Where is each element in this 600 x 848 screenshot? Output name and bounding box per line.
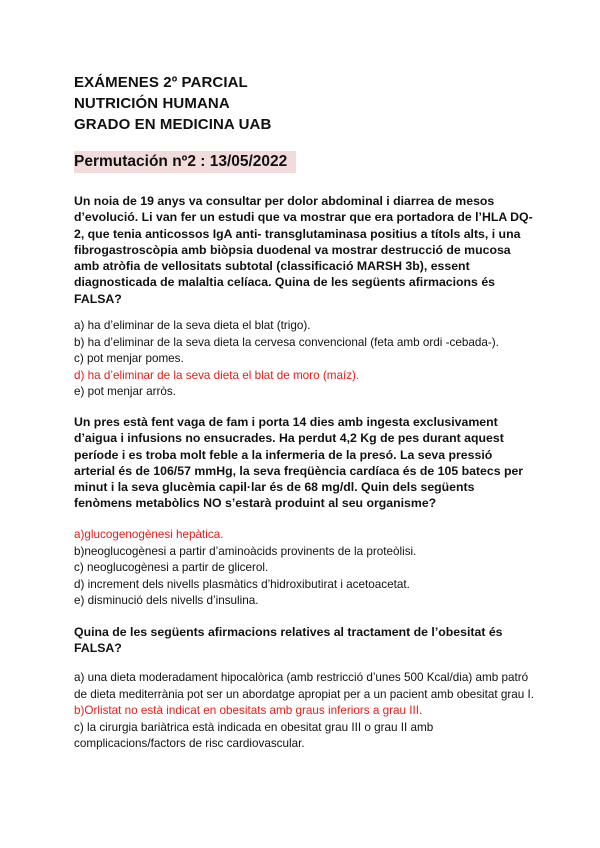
question-3-option-b: b)Orlistat no està indicat en obesitats amb graus inferiors a grau III.: [74, 704, 423, 717]
header-degree: GRADO EN MEDICINA UAB: [74, 116, 272, 133]
question-3-option-a: a) una dieta moderadament hipocalòrica (amb restricció d’unes 500 Kcal/dia) amb patró de dieta mediterrània pot ser un abordatge apropiat per a un pacient amb obesitat grau I.: [74, 671, 535, 701]
question-2-options: [74, 527, 534, 610]
question-2-option-c: c) neoglucogènesi a partir de glicerol.: [74, 561, 269, 574]
question-3-option-c: c) la cirurgia bariàtrica està indicada en obesitat grau III o grau II amb complicacions/factors de risc cardiovascular.: [74, 720, 434, 750]
document-header: [74, 72, 271, 135]
question-1-option-e: e) pot menjar arròs.: [74, 385, 176, 398]
question-1-option-b: b) ha d’eliminar de la seva dieta la cervesa convencional (feta amb ordi -cebada-).: [74, 335, 499, 349]
question-1-option-a: a) ha d’eliminar de la seva dieta el blat (trigo).: [74, 319, 311, 332]
question-3-options: [74, 670, 534, 753]
question-1-option-c: c) pot menjar pomes.: [74, 352, 184, 365]
permutation-label: Permutación nº2 : 13/05/2022: [74, 151, 296, 173]
question-2-text: Un pres està fent vaga de fam i porta 14 dies amb ingesta exclusivament d’aigua i infusions no ensucrades. Ha perdut 4,2 Kg de pes durant aquest període i es troba molt feble a la infermeria de la presó. La seva pressió arterial és de 106/57 mmHg, la seva freqüència cardíaca és de 105 batecs per minut i la seva glucèmia capil·lar és de 68 mg/dl. Quin dels següents fenòmens metabòlics NO s’estarà produint al seu organisme?: [74, 415, 524, 511]
question-1-text: Un noia de 19 anys va consultar per dolor abdominal i diarrea de mesos d’evolució. Li van fer un estudi que va mostrar que era portadora de l’HLA DQ-2, que tenia anticossos IgA anti- transglutaminasa positius a títols alts, i una fibrogastroscòpia amb biòpsia duodenal va mostrar destrucció de mucosa amb atròfia de vellositats subtotal (classificació MARSH 3b), essent diagnosticada de malaltia celíaca. Quina de les següents afirmacions és FALSA?: [74, 194, 533, 306]
question-2-option-a: a)glucogenogènesi hepàtica.: [74, 528, 224, 541]
header-subject: NUTRICIÓN HUMANA: [74, 95, 230, 112]
question-2-option-e: e) disminució dels nivells d’insulina.: [74, 594, 259, 607]
question-2-option-d: d) increment dels nivells plasmàtics d’hidroxibutirat i acetoacetat.: [74, 577, 410, 591]
question-1-options: [74, 318, 534, 401]
header-title: EXÁMENES 2º PARCIAL: [74, 74, 248, 91]
question-3-text: Quina de les següents afirmacions relatives al tractament de l’obesitat és FALSA?: [74, 625, 503, 656]
question-1-option-d: d) ha d’eliminar de la seva dieta el blat de moro (maíz).: [74, 368, 360, 382]
question-2-option-b: b)neoglucogènesi a partir d’aminoàcids provinents de la proteòlisi.: [74, 544, 417, 558]
